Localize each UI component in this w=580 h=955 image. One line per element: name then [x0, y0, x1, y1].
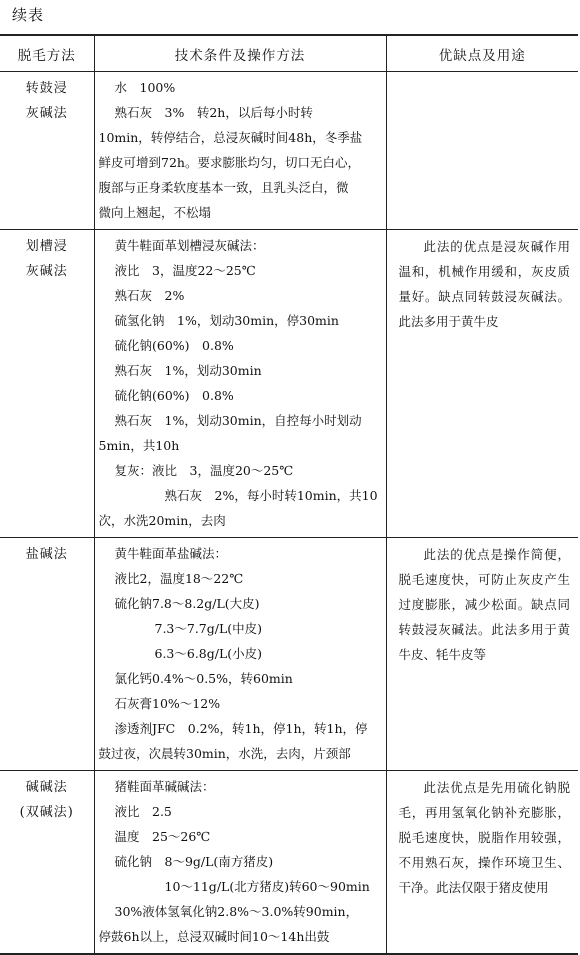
note-text: 此法的优点是浸灰碱作用温和，机械作用缓和，灰皮质量好。缺点同转鼓浸灰碱法。此法多用于黄牛皮 [398, 239, 570, 329]
method-name-line: 灰碱法 [25, 264, 68, 279]
condition-line: 猪鞋面革碱碱法： [114, 779, 215, 794]
conditions-cell [94, 538, 386, 771]
condition-line: 次，水洗20min，去肉 [98, 513, 226, 528]
condition-line: 硫化钠7.8～8.2g/L(大皮) [114, 596, 260, 611]
condition-line: 黄牛鞋面革盐碱法： [114, 546, 228, 561]
condition-line: 10min，转停结合，总浸灰碱时间48h，冬季盐 [98, 130, 363, 145]
condition-line: 液比 2.5 [114, 804, 172, 819]
condition-line: 10～11g/L(北方猪皮)转60～90min [164, 879, 370, 894]
condition-line: 5min，共10h [98, 438, 180, 453]
method-cell [0, 72, 94, 230]
method-cell [0, 538, 94, 771]
table-row [0, 771, 578, 955]
note-cell [386, 230, 578, 538]
condition-line: 硫氢化钠 1%，划动30min，停30min [114, 313, 339, 328]
method-cell [0, 771, 94, 955]
conditions-cell [94, 771, 386, 955]
condition-line: 熟石灰 1%，划动30min，自控每小时划动 [114, 413, 362, 428]
note-text: 此法的优点是操作简便，脱毛速度快，可防止灰皮产生过度膨胀，减少松面。缺点同转鼓浸灰碱法。此法多用于黄牛皮、牦牛皮等 [398, 547, 570, 662]
condition-line: 氯化钙0.4%～0.5%，转60min [114, 671, 293, 686]
condition-line: 微向上翘起，不松塌 [98, 205, 212, 220]
method-name-line: 转鼓浸 [25, 81, 68, 96]
condition-line: 温度 25～26℃ [114, 829, 211, 844]
condition-line: 熟石灰 3% 转2h，以后每小时转 [114, 105, 313, 120]
page-title: 续表 [12, 6, 45, 24]
condition-line: 水 100% [114, 80, 176, 95]
header-conditions: 技术条件及操作方法 [94, 35, 386, 72]
table-row [0, 538, 578, 771]
note-text: 此法优点是先用硫化钠脱毛，再用氢氧化钠补充膨胀，脱毛速度快，脱脂作用较强，不用熟石灰，操作环境卫生、干净。此法仅限于猪皮使用 [398, 780, 570, 895]
condition-line: 熟石灰 2% [114, 288, 185, 303]
condition-line: 液比2，温度18～22℃ [114, 571, 244, 586]
table-header-row [0, 35, 578, 72]
condition-line: 停鼓6h以上，总浸双碱时间10～14h出鼓 [98, 929, 330, 944]
condition-line: 鲜皮可增到72h。要求膨胀均匀，切口无白心， [98, 155, 360, 170]
header-pros-cons: 优缺点及用途 [386, 35, 578, 72]
method-name-line: 盐碱法 [25, 547, 68, 562]
condition-line: 石灰膏10%～12% [114, 696, 221, 711]
condition-line: 30%液体氢氧化钠2.8%～3.0%转90min， [114, 904, 359, 919]
condition-line: 黄牛鞋面革划槽浸灰碱法： [114, 238, 265, 253]
method-name-line: 灰碱法 [25, 106, 68, 121]
condition-line: 复灰：液比 3，温度20～25℃ [114, 463, 294, 478]
note-cell [386, 72, 578, 230]
condition-line: 液比 3，温度22～25℃ [114, 263, 256, 278]
table-row [0, 72, 578, 230]
depilation-methods-table [0, 34, 578, 955]
header-method: 脱毛方法 [0, 35, 94, 72]
conditions-cell [94, 72, 386, 230]
table-row [0, 230, 578, 538]
condition-line: 熟石灰 1%，划动30min [114, 363, 262, 378]
condition-line: 硫化钠(60%) 0.8% [114, 388, 234, 403]
condition-line: 硫化钠(60%) 0.8% [114, 338, 234, 353]
condition-line: 硫化钠 8～9g/L(南方猪皮) [114, 854, 274, 869]
condition-line: 鼓过夜，次晨转30min，水洗，去肉，片颈部 [98, 746, 351, 761]
condition-line: 渗透剂JFC 0.2%，转1h，停1h，转1h，停 [114, 721, 368, 736]
note-cell [386, 538, 578, 771]
condition-line: 腹部与正身柔软度基本一致，且乳头泛白，微 [98, 180, 349, 195]
method-name-line: 划槽浸 [25, 239, 68, 254]
conditions-cell [94, 230, 386, 538]
method-name-line: (双碱法) [19, 805, 74, 820]
note-cell [386, 771, 578, 955]
condition-line: 7.3～7.7g/L(中皮) [154, 621, 263, 636]
method-cell [0, 230, 94, 538]
condition-line: 熟石灰 2%，每小时转10min，共10 [164, 488, 378, 503]
condition-line: 6.3～6.8g/L(小皮) [154, 646, 263, 661]
method-name-line: 碱碱法 [25, 780, 68, 795]
